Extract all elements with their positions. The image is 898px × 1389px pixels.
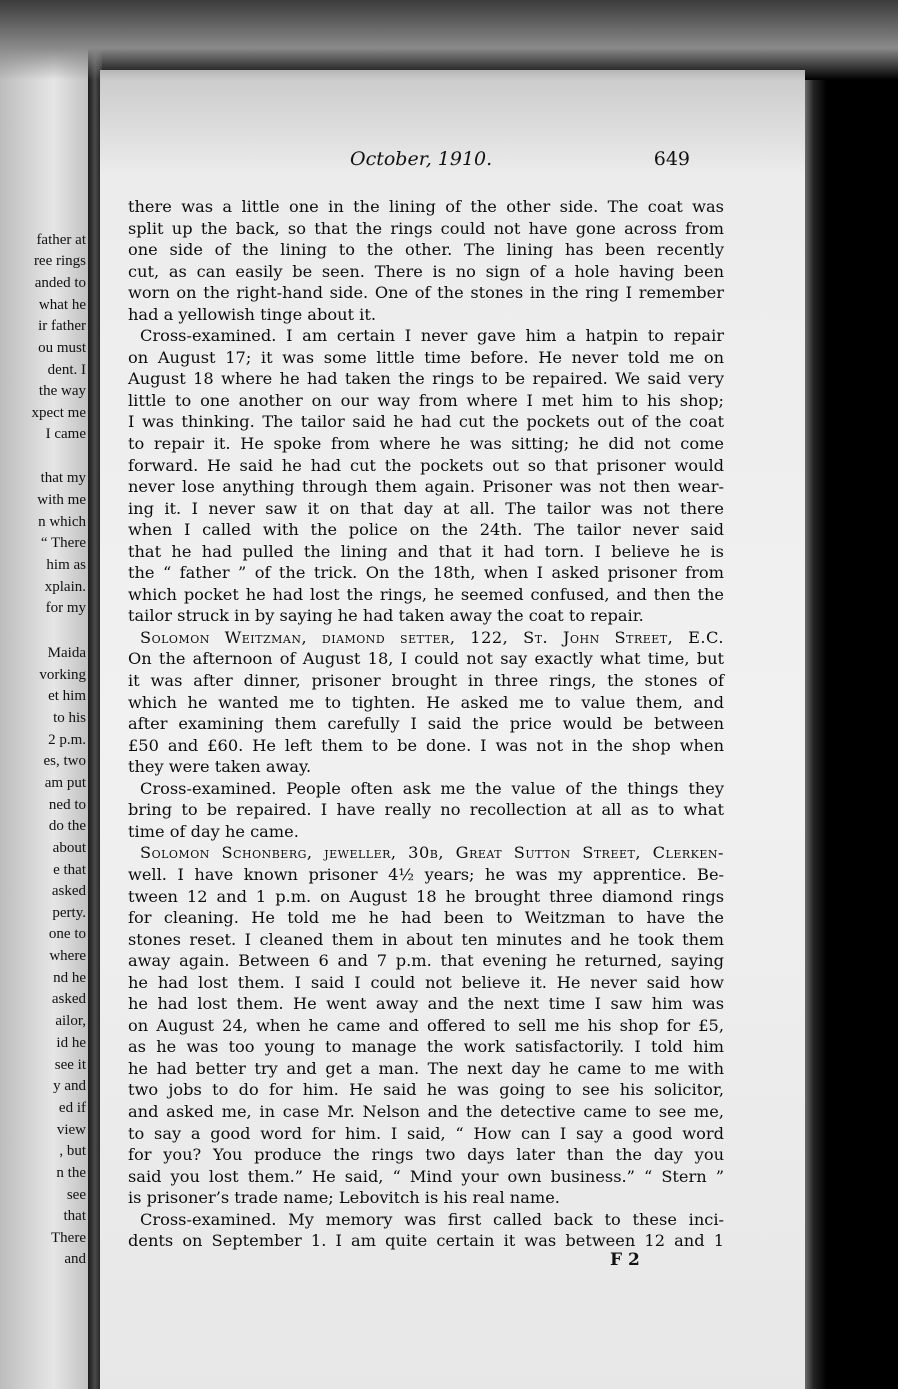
page-header (210, 148, 690, 178)
left-page-fragment: that (63, 1208, 86, 1224)
left-page-fragment: Maida (47, 645, 86, 661)
text-line: that he had pulled the lining and that it had torn. I believe he is (128, 541, 724, 561)
witness-heading: Solomon Weitzman, diamond setter, 122, St. John Street, E.C. (140, 627, 724, 647)
left-page-fragment: xpect me (31, 405, 86, 421)
text-line: they were taken away. (128, 757, 312, 777)
text-line: when I called with the police on the 24th. The tailor never said (128, 520, 724, 540)
left-page-fragment: ou must (38, 340, 86, 356)
text-line: it was after dinner, prisoner brought in three rings, the stones of (128, 671, 724, 691)
text-line: he had lost them. He went away and the next time I saw him was (128, 994, 724, 1014)
text-line: cut, as can easily be seen. There is no sign of a hole having been (128, 261, 724, 281)
left-page-fragment: him as (46, 557, 86, 573)
text-line: after examining them carefully I said the price would be between (128, 714, 724, 734)
left-page-fragment: one to (48, 926, 86, 942)
text-line: had a yellowish tinge about it. (128, 304, 376, 324)
left-page-fragment: 2 p.m. (48, 732, 86, 748)
text-line: away again. Between 6 and 7 p.m. that evening he returned, saying (128, 951, 724, 971)
left-page-fragment: see it (54, 1057, 86, 1073)
page-number: 649 (653, 148, 690, 170)
text-line: split up the back, so that the rings could not have gone across from (128, 218, 724, 238)
text-line: and asked me, in case Mr. Nelson and the detective came to see me, (128, 1101, 724, 1121)
text-line: two jobs to do for him. He said he was going to see his solicitor, (128, 1080, 724, 1100)
text-line: Cross-examined. People often ask me the value of the things they (140, 778, 724, 798)
left-page-fragment: for my (45, 600, 86, 616)
left-page-fragment: e that (53, 862, 86, 878)
text-line: on August 24, when he came and offered to sell me his shop for £5, (128, 1015, 724, 1035)
left-page-fragment: view (56, 1122, 86, 1138)
left-page-fragment: ree rings (33, 253, 86, 269)
running-head: October, 1910. (350, 148, 493, 170)
left-page-fragment: with me (37, 492, 86, 508)
left-page-fragment: es, two (43, 753, 86, 769)
text-line: time of day he came. (128, 821, 299, 841)
signature-mark: F 2 (610, 1250, 640, 1270)
top-shadow (0, 0, 898, 80)
left-page-fragment: am put (44, 775, 86, 791)
left-page-fragment: what he (38, 297, 86, 313)
left-page-fragment: do the (48, 818, 86, 834)
text-line: tween 12 and 1 p.m. on August 18 he brought three diamond rings (128, 886, 724, 906)
left-page-fragment: et him (48, 688, 86, 704)
text-line: dents on September 1. I am quite certain it was between 12 and 1 (128, 1231, 724, 1251)
left-page-fragment: see (66, 1187, 86, 1203)
text-line: said you lost them.” He said, “ Mind your own business.” “ Stern ” (128, 1166, 724, 1186)
left-page-fragment: , but (59, 1143, 86, 1159)
left-page-fragment: asked (51, 883, 86, 899)
text-line: he had lost them. I said I could not believe it. He never said how (128, 972, 724, 992)
text-line: he had better try and get a man. The next day he came to me with (128, 1058, 724, 1078)
text-line: for you? You produce the rings two days later than the day you (128, 1145, 724, 1165)
text-line: On the afternoon of August 18, I could not say exactly what time, but (128, 649, 724, 669)
left-page-fragment: id he (56, 1035, 86, 1051)
text-line: stones reset. I cleaned them in about ten minutes and he took them (128, 929, 724, 949)
text-line: which pocket he had lost the rings, he seemed confused, and then the (128, 584, 724, 604)
text-line: little to one another on our way from where I met him to his shop; (128, 390, 724, 410)
left-page-fragment: the way (38, 383, 86, 399)
left-page-fragment: to his (53, 710, 86, 726)
page-edge (805, 80, 827, 1389)
witness-heading: Solomon Schonberg, jeweller, 30b, Great Sutton Street, Clerken- (140, 843, 724, 863)
left-page (0, 0, 90, 1389)
text-line: to say a good word for him. I said, “ How can I say a good word (128, 1123, 724, 1143)
left-page-fragment: where (49, 948, 86, 964)
text-line: as he was too young to manage the work satisfactorily. I told him (128, 1037, 724, 1057)
left-page-fragment: y and (53, 1078, 86, 1094)
text-line: there was a little one in the lining of the other side. The coat was (128, 197, 724, 216)
text-line: worn on the right-hand side. One of the stones in the ring I remember (128, 283, 724, 303)
text-line: August 18 where he had taken the rings to be repaired. We said very (128, 369, 724, 389)
text-line: one side of the lining to the other. The lining has been recently (128, 240, 724, 260)
left-page-fragment: perty. (52, 905, 86, 921)
left-page-fragment: and (64, 1251, 86, 1267)
left-page-fragment: ed if (58, 1100, 86, 1116)
body-text (128, 196, 724, 1252)
left-page-fragment: I came (45, 426, 86, 442)
left-page-fragment: asked (51, 991, 86, 1007)
left-page-fragment: father at (36, 232, 86, 248)
left-page-fragment: xplain. (44, 579, 86, 595)
text-line: which he wanted me to tighten. He asked me to value them, and (128, 692, 724, 712)
left-page-fragment: vorking (39, 667, 86, 683)
text-line: the “ father ” of the trick. On the 18th, when I asked prisoner from (128, 563, 724, 583)
text-line: ing it. I never saw it on that day at all. The tailor was not there (128, 498, 724, 518)
text-line: Cross-examined. I am certain I never gave him a hatpin to repair (140, 326, 724, 346)
text-line: forward. He said he had cut the pockets out so that prisoner would (128, 455, 724, 475)
text-line: bring to be repaired. I have really no recollection at all as to what (128, 800, 724, 820)
text-line: tailor struck in by saying he had taken away the coat to repair. (128, 606, 644, 626)
text-line: I was thinking. The tailor said he had cut the pockets out of the coat (128, 412, 724, 432)
left-page-fragment: about (52, 840, 86, 856)
left-page-fragment: dent. I (47, 362, 86, 378)
text-line: well. I have known prisoner 4½ years; he was my apprentice. Be- (128, 864, 724, 884)
left-page-fragment: ned to (48, 797, 86, 813)
text-line: is prisoner’s trade name; Lebovitch is his real name. (128, 1188, 560, 1208)
text-line: Cross-examined. My memory was first called back to these inci- (140, 1209, 724, 1229)
left-page-fragment: ailor, (55, 1013, 86, 1029)
text-line: to repair it. He spoke from where he was sitting; he did not come (128, 434, 724, 454)
text-line: on August 17; it was some little time before. He never told me on (128, 347, 724, 367)
left-page-fragment: nd he (53, 970, 86, 986)
left-page-fragment: anded to (34, 275, 86, 291)
text-line: £50 and £60. He left them to be done. I was not in the shop when (128, 735, 724, 755)
left-page-fragment: n which (38, 514, 86, 530)
text-line: for cleaning. He told me he had been to Weitzman to have the (128, 908, 724, 928)
left-page-fragment: ir father (38, 318, 86, 334)
left-page-fragment: n the (56, 1165, 86, 1181)
left-page-fragment: There (51, 1230, 86, 1246)
text-line: never lose anything through them again. Prisoner was not then wear- (128, 477, 724, 497)
left-page-fragment: that my (40, 470, 86, 486)
left-page-fragment: “ There (40, 535, 86, 551)
